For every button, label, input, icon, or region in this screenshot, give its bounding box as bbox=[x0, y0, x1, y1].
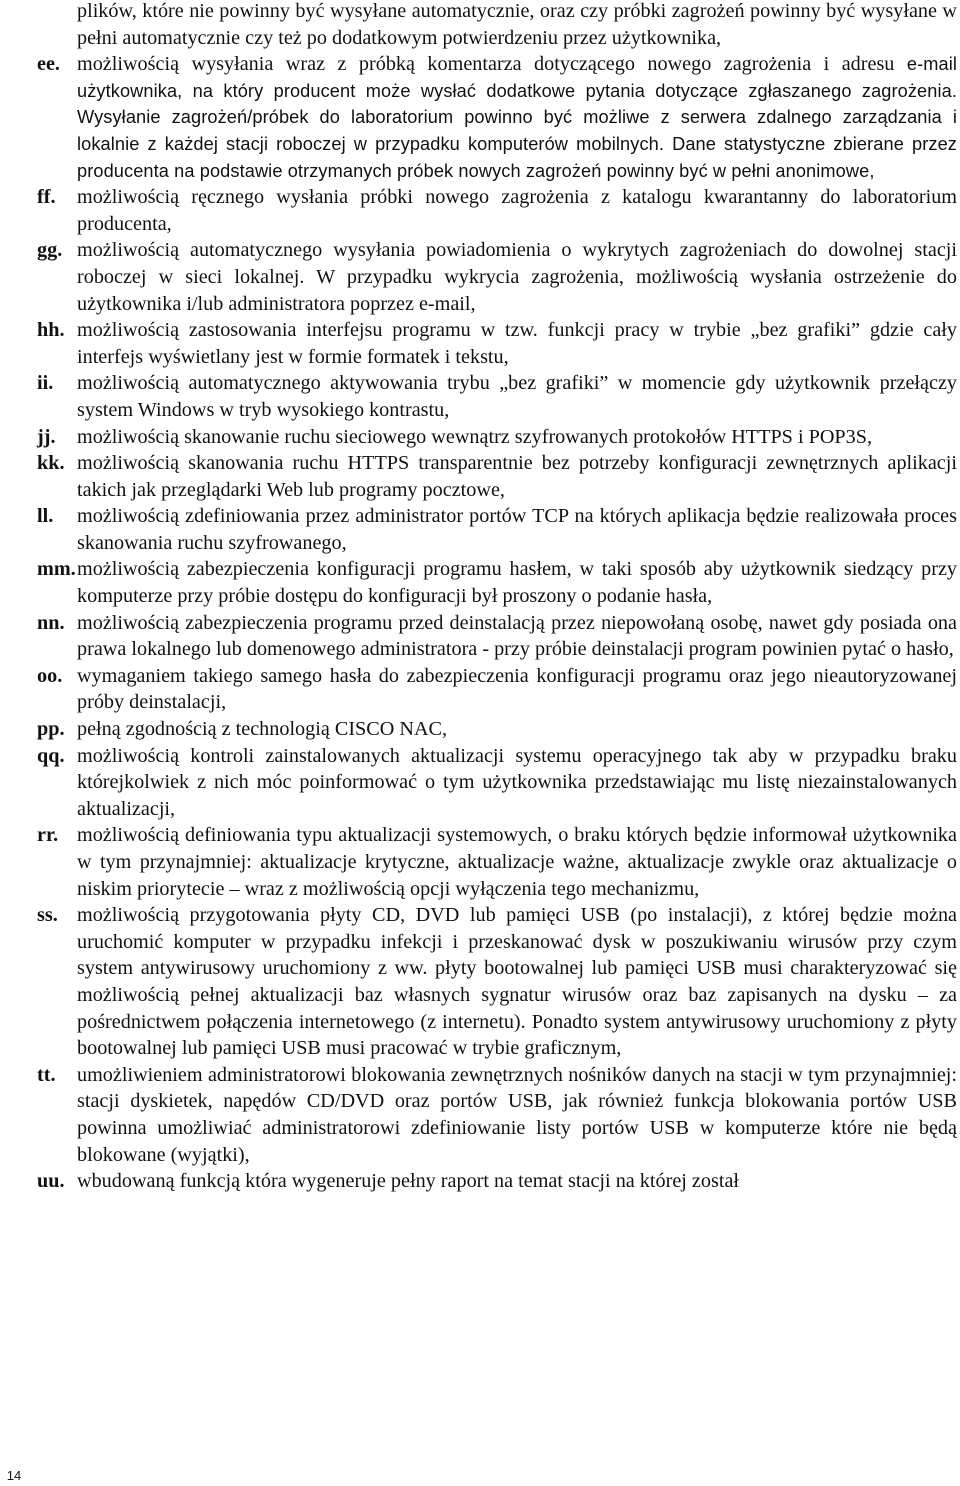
list-item-text: plików, które nie powinny być wysyłane automatycznie, oraz czy próbki zagrożeń powinny być wysyłane w pełni automatycznie czy też po dodatkowym potwierdzeniu przez użytkownika, bbox=[77, 0, 957, 49]
list-item-text: możliwością ręcznego wysłania próbki nowego zagrożenia z katalogu kwarantanny do laboratorium producenta, bbox=[77, 186, 957, 235]
list-item-text: możliwością kontroli zainstalowanych aktualizacji systemu operacyjnego tak aby w przypadku braku którejkolwiek z nich móc poinformować o tym użytkownika przedstawiając mu listę niezainstalowanych aktualizacji, bbox=[77, 744, 957, 820]
list-item-text: możliwością zastosowania interfejsu programu w tzw. funkcji pracy w trybie „bez grafiki” gdzie cały interfejs wyświetlany jest w formie formatek i tekstu, bbox=[77, 319, 957, 368]
list-item-text: możliwością skanowanie ruchu sieciowego wewnątrz szyfrowanych protokołów HTTPS i POP3S, bbox=[77, 425, 873, 448]
list-item-text: możliwością zdefiniowania przez administrator portów TCP na których aplikacja będzie realizowała proces skanowania ruchu szyfrowanego, bbox=[77, 505, 957, 554]
list-item-text: możliwością automatycznego aktywowania trybu „bez grafiki” w momencie gdy użytkownik przełączy system Windows w tryb wysokiego kontrastu, bbox=[77, 372, 957, 421]
list-item-marker: ll. bbox=[37, 505, 54, 528]
list-item-text: możliwością zabezpieczenia programu przed deinstalacją przez niepowołaną osobę, nawet gdy posiada ona prawa lokalnego lub domenowego administratora - przy próbie deinstalacji program powinien pytać o hasło, bbox=[77, 611, 957, 661]
list-item-marker: oo. bbox=[37, 664, 63, 687]
list-item-marker: uu. bbox=[37, 1170, 65, 1193]
list-item bbox=[37, 424, 957, 451]
list-item-marker: ee. bbox=[37, 53, 60, 76]
list-item-text: pełną zgodnością z technologią CISCO NAC, bbox=[77, 718, 448, 741]
list-item-text: możliwością wysyłania wraz z próbką komentarza dotyczącego nowego zagrożenia i adresu bbox=[77, 53, 907, 76]
list-item-marker: pp. bbox=[37, 718, 65, 741]
list-item bbox=[37, 503, 957, 556]
list-item-marker: jj. bbox=[37, 425, 56, 448]
list-item bbox=[37, 1168, 957, 1195]
list-item-text: wymaganiem takiego samego hasła do zabezpieczenia konfiguracji programu oraz jego nieautoryzowanej próby deinstalacji, bbox=[77, 664, 957, 714]
list-item-marker: gg. bbox=[37, 239, 63, 262]
list-item bbox=[37, 822, 957, 902]
list-item bbox=[37, 610, 957, 663]
list-item-marker: tt. bbox=[37, 1063, 56, 1086]
list-item bbox=[37, 51, 957, 184]
list-item-text: e-mail użytkownika, na który producent może wysłać dodatkowe pytania dotyczące zgłaszanego zagrożenia. Wysyłanie zagrożeń/próbek do laboratorium powinno być możliwe z serwera zdalnego zarządzania i lokalnie z każdej stacji roboczej w przypadku komputerów mobilnych. Dane statystyczne zbierane przez producenta na podstawie otrzymanych próbek nowych zagrożeń powinny być w pełni anonimowe, bbox=[77, 54, 957, 181]
list-item-text: możliwością automatycznego wysyłania powiadomienia o wykrytych zagrożeniach do dowolnej stacji roboczej w sieci lokalnej. W przypadku wykrycia zagrożenia, możliwością wysłania ostrzeżenie do użytkownika i/lub administratora poprzez e-mail, bbox=[77, 239, 957, 315]
list-item bbox=[37, 902, 957, 1062]
list-item-marker: kk. bbox=[37, 452, 65, 475]
list-item bbox=[37, 743, 957, 823]
list-item-marker: nn. bbox=[37, 611, 65, 634]
list-item bbox=[37, 450, 957, 503]
list-item-marker: ss. bbox=[37, 904, 58, 927]
list-item-text: możliwością zabezpieczenia konfiguracji programu hasłem, w taki sposób aby użytkownik siedzący przy komputerze przy próbie dostępu do konfiguracji był proszony o podanie hasła, bbox=[77, 558, 957, 608]
list-item-marker: mm. bbox=[37, 558, 76, 581]
requirements-list bbox=[37, 0, 957, 1195]
list-item-marker: qq. bbox=[37, 744, 65, 767]
list-item bbox=[37, 370, 957, 423]
list-item-marker: hh. bbox=[37, 319, 65, 342]
list-item bbox=[37, 556, 957, 609]
list-item-text: umożliwieniem administratorowi blokowania zewnętrznych nośników danych na stacji w tym przynajmniej: stacji dyskietek, napędów CD/DVD oraz portów USB, jak również funkcja blokowania portów USB powinna umożliwiać administratorowi zdefiniowanie listy portów USB w komputerze które nie będą blokowane (wyjątki), bbox=[77, 1063, 957, 1166]
list-item bbox=[37, 1062, 957, 1168]
list-item-text: możliwością skanowania ruchu HTTPS transparentnie bez potrzeby konfiguracji zewnętrznych aplikacji takich jak przeglądarki Web lub programy pocztowe, bbox=[77, 452, 957, 501]
list-item-text: wbudowaną funkcją która wygeneruje pełny raport na temat stacji na której został bbox=[77, 1170, 740, 1193]
list-item-marker: ff. bbox=[37, 186, 56, 209]
list-item-text: możliwością przygotowania płyty CD, DVD lub pamięci USB (po instalacji), z której będzie można uruchomić komputer w przypadku infekcji i przeskanować dysk w poszukiwaniu wirusów przy czym system antywirusowy uruchomiony z ww. płyty bootowalnej lub pamięci USB musi charakteryzować się możliwością pełnej aktualizacji baz własnych sygnatur wirusów oraz baz zapisanych na dysku – za pośrednictwem połączenia internetowego (z internetu). Ponadto system antywirusowy uruchomiony z płyty bootowalnej lub pamięci USB musi pracować w trybie graficznym, bbox=[77, 904, 957, 1060]
list-item bbox=[37, 317, 957, 370]
list-item bbox=[37, 0, 957, 51]
list-item-text: możliwością definiowania typu aktualizacji systemowych, o braku których będzie informował użytkownika w tym przynajmniej: aktualizacje krytyczne, aktualizacje ważne, aktualizacje zwykle oraz aktualizacje o niskim priorytecie – wraz z możliwością opcji wyłączenia tego mechanizmu, bbox=[77, 824, 957, 900]
list-item-marker: rr. bbox=[37, 824, 59, 847]
list-item bbox=[37, 184, 957, 237]
page-number: 14 bbox=[6, 1468, 22, 1483]
list-item bbox=[37, 716, 957, 743]
list-item bbox=[37, 237, 957, 317]
list-item-marker: ii. bbox=[37, 372, 54, 395]
list-item bbox=[37, 663, 957, 716]
